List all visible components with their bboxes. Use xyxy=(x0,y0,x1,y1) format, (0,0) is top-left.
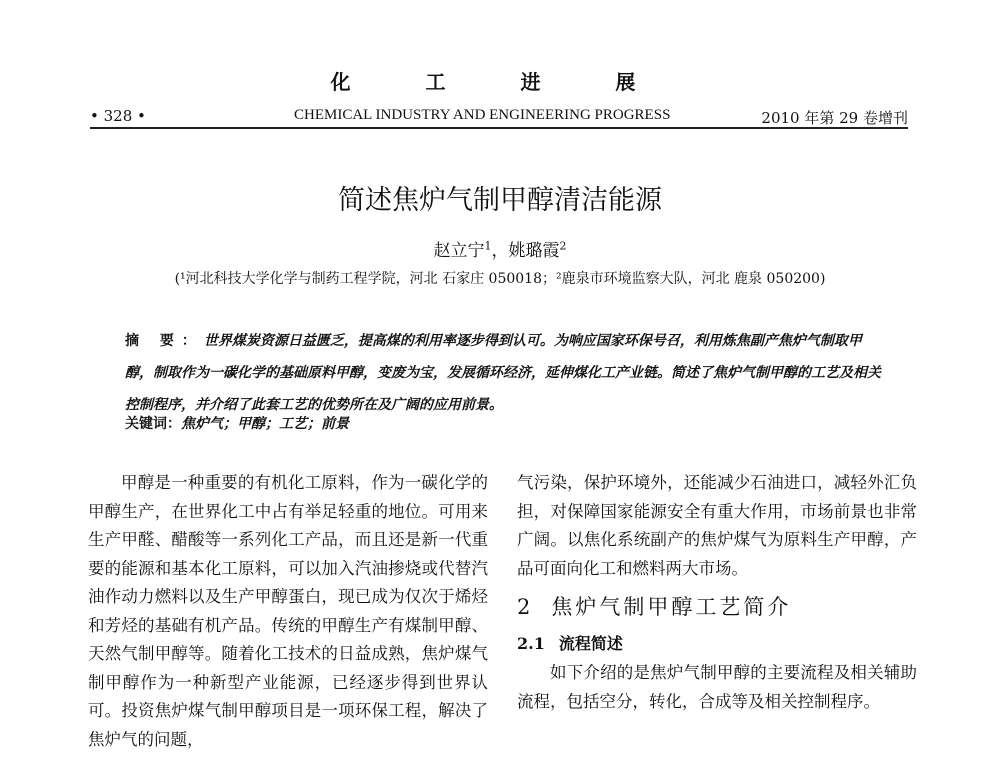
section-title: 焦炉气制甲醇工艺简介 xyxy=(551,595,792,619)
body-column-left xyxy=(88,469,488,754)
subsection-heading xyxy=(517,629,917,659)
subsection-title: 流程简述 xyxy=(558,634,623,653)
body-paragraph: 如下介绍的是焦炉气制甲醇的主要流程及相关辅助流程，包括空分，转化，合成等及相关控制程序。 xyxy=(517,663,917,711)
author-separator: ， xyxy=(491,241,509,261)
header-rule xyxy=(90,127,908,129)
abstract xyxy=(125,325,887,421)
section-heading xyxy=(517,587,917,627)
author-affil-marker: 1 xyxy=(484,239,492,253)
keywords-label: 关键词： xyxy=(125,416,181,432)
journal-name-en: CHEMICAL INDUSTRY AND ENGINEERING PROGRESS xyxy=(294,107,671,123)
journal-name-cn: 化 工 进 展 xyxy=(330,70,670,94)
body-column-right xyxy=(517,469,917,716)
page-number: • 328 • xyxy=(90,107,146,125)
body-paragraph-continued: 气污染，保护环境外，还能减少石油进口，减轻外汇负担，对保障国家能源安全有重大作用，市场前景也非常广阔。以焦化系统副产的焦炉煤气为原料生产甲醇，产品可面向化工和燃料两大市场。 xyxy=(517,473,917,578)
abstract-text: 世界煤炭资源日益匮乏，提高煤的利用率逐步得到认可。为响应国家环保号召，利用炼焦副产焦炉气制取甲醇，制取作为一碳化学的基础原料甲醇，变废为宝，发展循环经济，延伸煤化工产业链。简述了焦炉气制甲醇的工艺及相关控制程序，并介绍了此套工艺的优势所在及广阔的应用前景。 xyxy=(125,333,881,413)
affiliations: (¹河北科技大学化学与制药工程学院，河北 石家庄 050018；²鹿泉市环境监察大队，河北 鹿泉 050200) xyxy=(174,271,826,287)
author-affil-marker: 2 xyxy=(559,239,567,253)
subsection-number: 2.1 xyxy=(517,634,545,653)
section-number: 2 xyxy=(517,595,534,619)
author-name: 姚璐霞 xyxy=(508,241,560,261)
keywords xyxy=(125,413,887,433)
author-name: 赵立宁 xyxy=(433,241,485,261)
article-title: 简述焦炉气制甲醇清洁能源 xyxy=(338,185,662,216)
keywords-text: 焦炉气；甲醇；工艺；前景 xyxy=(181,416,349,432)
body-paragraph: 甲醇是一种重要的有机化工原料，作为一碳化学的甲醇生产，在世界化工中占有举足轻重的地位。可用来生产甲醛、醋酸等一系列化工产品，而且还是新一代重要的能源和基本化工原料，可以加入汽油掺烧或代替汽油作动力燃料以及生产甲醇蛋白，现已成为仅次于烯烃和芳烃的基础有机产品。传统的甲醇生产有煤制甲醇、天然气制甲醇等。随着化工技术的日益成熟，焦炉煤气制甲醇作为一种新型产业能源，已经逐步得到世界认可。投资焦炉煤气制甲醇项目是一项环保工程，解决了焦炉气的问题， xyxy=(88,473,488,749)
issue-info: 2010 年第 29 卷增刊 xyxy=(761,109,908,127)
abstract-label: 摘 要： xyxy=(125,333,204,349)
author-list xyxy=(0,236,1000,261)
running-header xyxy=(90,104,908,128)
